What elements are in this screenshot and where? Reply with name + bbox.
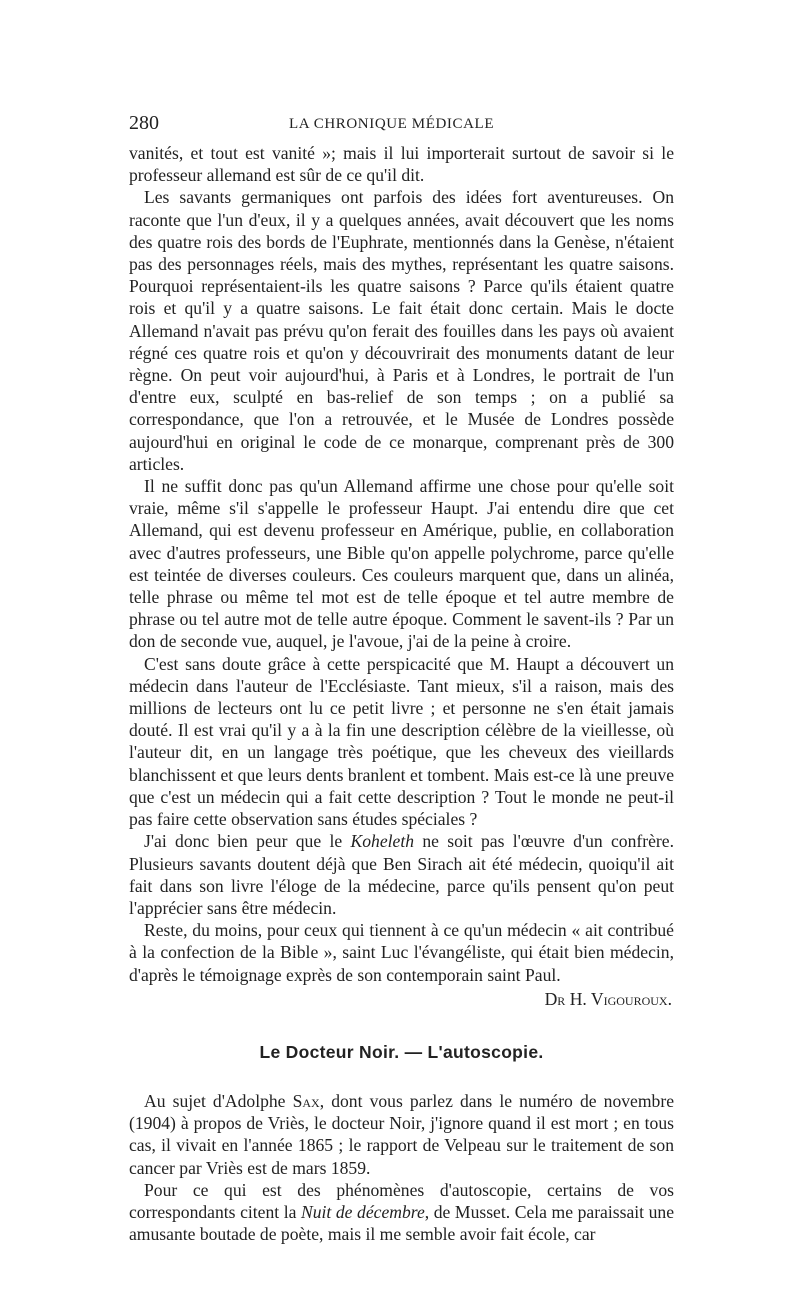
paragraph-adolphe-sax (129, 1090, 674, 1179)
paragraph-continuation: vanités, et tout est vanité »; mais il lui importerait surtout de savoir si le professeur allemand est sûr de ce qu'il dit. (129, 143, 674, 186)
nuit-de-decembre-title: Nuit de décembre (301, 1201, 425, 1222)
autoscopie-text-after: , de Musset. Cela me paraissait une amusante boutade de poète, mais il me semble avoir fait école, car (129, 1201, 674, 1245)
paragraph-koheleth (129, 830, 674, 919)
paragraph-saint-luc: Reste, du moins, pour ceux qui tiennent à ce qu'un médecin « ait contribué à la confection de la Bible », saint Luc l'évangéliste, qui était bien médecin, d'après le témoignage exprès de son contemporain saint Paul. (129, 920, 674, 985)
page-header (129, 108, 674, 138)
sax-name: Sax (292, 1090, 320, 1111)
page-number: 280 (129, 112, 159, 134)
section-heading: Le Docteur Noir. — L'autoscopie. (259, 1041, 544, 1062)
paragraph-autoscopie (129, 1179, 674, 1246)
sax-text-after: , dont vous parlez dans le numéro de novembre (1904) à propos de Vriès, le docteur Noir, j'ignore quand il est mort ; en tous cas, il vivait en l'année 1865 ; le rapport de Velpeau sur le traitement de son cancer par Vriès est de mars 1859. (129, 1090, 675, 1178)
koheleth-text-after: ne soit pas l'œuvre d'un confrère. Plusieurs savants doutent déjà que Ben Sirach ait été médecin, quoiqu'il ait fait dans son livre l'éloge de la médecine, parce qu'ils pensent qu'on peut l'apprécier sans être médecin. (129, 831, 674, 918)
paragraph-savants-germaniques: Les savants germaniques ont parfois des idées fort aventureuses. On raconte que l'un d'eux, il y a quelques années, avait découvert que les noms des quatre rois des bords de l'Euphrate, mentionnés dans la Genèse, n'étaient pas des personnages réels, mais des mythes, représentant les quatre saisons. Pourquoi représentaient-ils les quatre saisons ? Parce qu'ils étaient quatre rois et qu'il y a quatre saisons. Le fait était donc certain. Mais le docte Allemand n'avait pas prévu qu'on ferait des fouilles dans les pays où avaient régné ces quatre rois et qu'on y découvrirait des monuments datant de leur règne. On peut voir aujourd'hui, à Paris et à Londres, le portrait de l'un d'entre eux, sculpté en bas-relief de son temps ; on a publié sa correspondance, que l'on a retrouvée, et le Musée de Londres possède aujourd'hui en original le code de ce monarque, comprenant près de 300 articles. (129, 187, 674, 474)
section-body (129, 1090, 674, 1245)
paragraph-professeur-haupt: Il ne suffit donc pas qu'un Allemand affirme une chose pour qu'elle soit vraie, même s'il s'appelle le professeur Haupt. J'ai entendu dire que cet Allemand, qui est devenu professeur en Amérique, publie, en collaboration avec d'autres professeurs, une Bible qu'on appelle polychrome, parce qu'elle est teintée de diverses couleurs. Ces couleurs marquent que, dans un alinéa, telle phrase ou même tel mot est de telle époque et tel autre membre de phrase ou tel autre mot de telle autre époque. Comment le savent-ils ? Par un don de seconde vue, auquel, je l'avoue, j'ai de la peine à croire. (129, 476, 674, 652)
sax-text-before: Au sujet d'Adolphe (144, 1090, 293, 1111)
koheleth-text-before: J'ai donc bien peur que le (144, 831, 351, 852)
running-title: LA CHRONIQUE MÉDICALE (289, 116, 495, 132)
koheleth-title: Koheleth (350, 831, 415, 852)
author-signature: Dr H. Vigouroux. (544, 988, 672, 1009)
paragraph-ecclesiaste: C'est sans doute grâce à cette perspicacité que M. Haupt a découvert un médecin dans l'auteur de l'Ecclésiaste. Tant mieux, s'il a raison, mais des millions de lecteurs ont lu ce petit livre ; et personne ne s'en était jamais douté. Il est vrai qu'il y a à la fin une description célèbre de la vieillesse, où l'auteur dit, en un langage très poétique, que les cheveux des vieillards blanchissent et que leurs dents branlent et tombent. Mais est-ce là une preuve que c'est un médecin qui a fait cette description ? Tout le monde ne peut-il pas faire cette observation sans études spéciales ? (129, 653, 674, 830)
main-text (129, 142, 674, 1245)
autoscopie-text-before: Pour ce qui est des phénomènes d'autoscopie, certains de vos correspondants citent la (129, 1179, 674, 1222)
